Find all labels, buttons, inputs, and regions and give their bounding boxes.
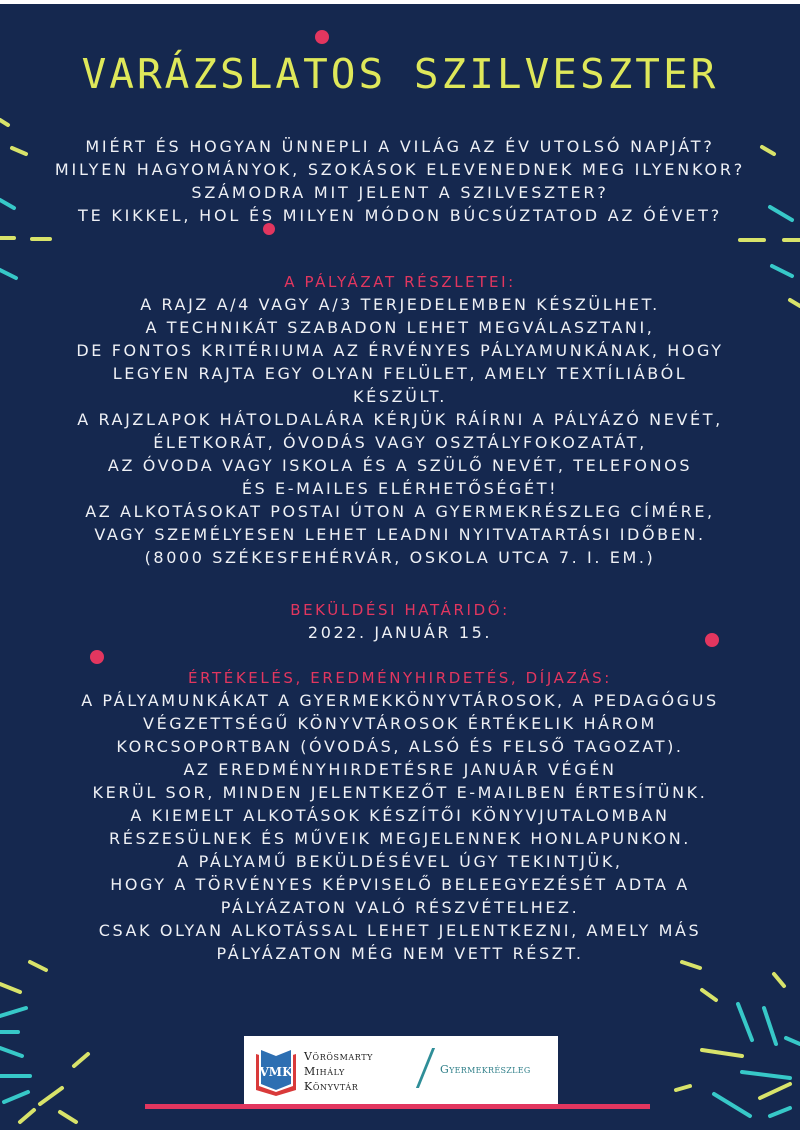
details-line: A RAJZLAPOK HÁTOLDALÁRA KÉRJÜK RÁÍRNI A PÁLYÁZÓ NEVÉT, — [77, 410, 723, 429]
deadline-heading: BEKÜLDÉSI HATÁRIDŐ: — [290, 601, 510, 619]
intro-line: TE KIKKEL, HOL ÉS MILYEN MÓDON BÚCSÚZTATOD AZ ÓÉVET? — [78, 206, 722, 225]
emblem-text: VMK — [259, 1065, 293, 1079]
evaluation-line: A PÁLYAMŰ BEKÜLDÉSÉVEL ÚGY TEKINTJÜK, — [177, 852, 623, 871]
evaluation-line: KORCSOPORTBAN (ÓVODÁS, ALSÓ ÉS FELSŐ TAGOZAT). — [116, 737, 684, 756]
evaluation-section — [0, 668, 800, 965]
intro-line: MILYEN HAGYOMÁNYOK, SZOKÁSOK ELEVENEDNEK MEG ILYENKOR? — [54, 160, 746, 179]
evaluation-line: AZ EREDMÉNYHIRDETÉSRE JANUÁR VÉGÉN — [183, 760, 617, 779]
book-emblem-icon — [252, 1044, 300, 1098]
intro-questions — [0, 135, 800, 227]
bottom-accent-bar — [145, 1104, 650, 1109]
evaluation-line: HOGY A TÖRVÉNYES KÉPVISELŐ BELEEGYEZÉSÉT ADTA A — [110, 875, 690, 894]
details-line: AZ ÓVODA VAGY ISKOLA ÉS A SZÜLŐ NEVÉT, TELEFONOS — [107, 456, 693, 475]
library-name-line: Vörösmarty — [304, 1050, 374, 1063]
pink-dot — [315, 30, 329, 44]
details-line: A RAJZ A/4 VAGY A/3 TERJEDELEMBEN KÉSZÜLHET. — [140, 295, 660, 314]
evaluation-line: PÁLYÁZATON MÉG NEM VETT RÉSZT. — [216, 944, 584, 963]
details-heading: A PÁLYÁZAT RÉSZLETEI: — [284, 273, 516, 291]
details-line: VAGY SZEMÉLYESEN LEHET LEADNI NYITVATARTÁSI IDŐBEN. — [94, 525, 706, 544]
details-line: LEGYEN RAJTA EGY OLYAN FELÜLET, AMELY TEXTÍLIÁBÓL — [112, 364, 688, 383]
firework-left-bottom — [0, 962, 88, 1122]
details-line: AZ ALKOTÁSOKAT POSTAI ÚTON A GYERMEKRÉSZLEG CÍMÉRE, — [85, 502, 715, 521]
library-name-line: Könyvtár — [304, 1080, 359, 1093]
evaluation-line: A PÁLYAMUNKÁKAT A GYERMEKKÖNYVTÁROSOK, A PEDAGÓGUS — [81, 691, 719, 710]
evaluation-line: VÉGZETTSÉGŰ KÖNYVTÁROSOK ÉRTÉKELIK HÁROM — [143, 714, 657, 733]
evaluation-line: CSAK OLYAN ALKOTÁSSAL LEHET JELENTKEZNI, AMELY MÁS — [98, 921, 702, 940]
evaluation-line: A KIEMELT ALKOTÁSOK KÉSZÍTŐI KÖNYVJUTALOMBAN — [130, 806, 670, 825]
logo-divider — [416, 1048, 435, 1088]
deadline-section — [0, 600, 800, 644]
poster-title: VARÁZSLATOS SZILVESZTER — [81, 50, 719, 98]
library-name — [304, 1049, 373, 1094]
library-logo — [244, 1036, 558, 1106]
details-section — [0, 272, 800, 569]
details-line: KÉSZÜLT. — [353, 387, 447, 406]
department-name: Gyermekrészleg — [440, 1063, 531, 1076]
firework-right-bottom — [676, 962, 800, 1116]
pink-dot — [90, 650, 104, 664]
library-name-line: Mihály — [304, 1065, 345, 1078]
evaluation-line: PÁLYÁZATON VALÓ RÉSZVÉTELHEZ. — [220, 898, 580, 917]
deadline-date: 2022. JANUÁR 15. — [307, 623, 493, 642]
poster — [0, 4, 800, 1130]
intro-line: SZÁMODRA MIT JELENT A SZILVESZTER? — [191, 183, 609, 202]
details-line: DE FONTOS KRITÉRIUMA AZ ÉRVÉNYES PÁLYAMUNKÁNAK, HOGY — [76, 341, 724, 360]
evaluation-line: KERÜL SOR, MINDEN JELENTKEZŐT E-MAILBEN ÉRTESÍTÜNK. — [92, 783, 708, 802]
details-line: (8000 SZÉKESFEHÉRVÁR, OSKOLA UTCA 7. I. EM.) — [144, 548, 656, 567]
intro-line: MIÉRT ÉS HOGYAN ÜNNEPLI A VILÁG AZ ÉV UTOLSÓ NAPJÁT? — [85, 137, 715, 156]
details-line: ÉS E-MAILES ELÉRHETŐSÉGÉT! — [241, 479, 559, 498]
evaluation-heading: ÉRTÉKELÉS, EREDMÉNYHIRDETÉS, DÍJAZÁS: — [188, 669, 612, 687]
evaluation-line: RÉSZESÜLNEK ÉS MŰVEIK MEGJELENNEK HONLAPUNKON. — [109, 829, 691, 848]
details-line: ÉLETKORÁT, ÓVODÁS VAGY OSZTÁLYFOKOZATÁT, — [153, 433, 647, 452]
details-line: A TECHNIKÁT SZABADON LEHET MEGVÁLASZTANI, — [145, 318, 655, 337]
